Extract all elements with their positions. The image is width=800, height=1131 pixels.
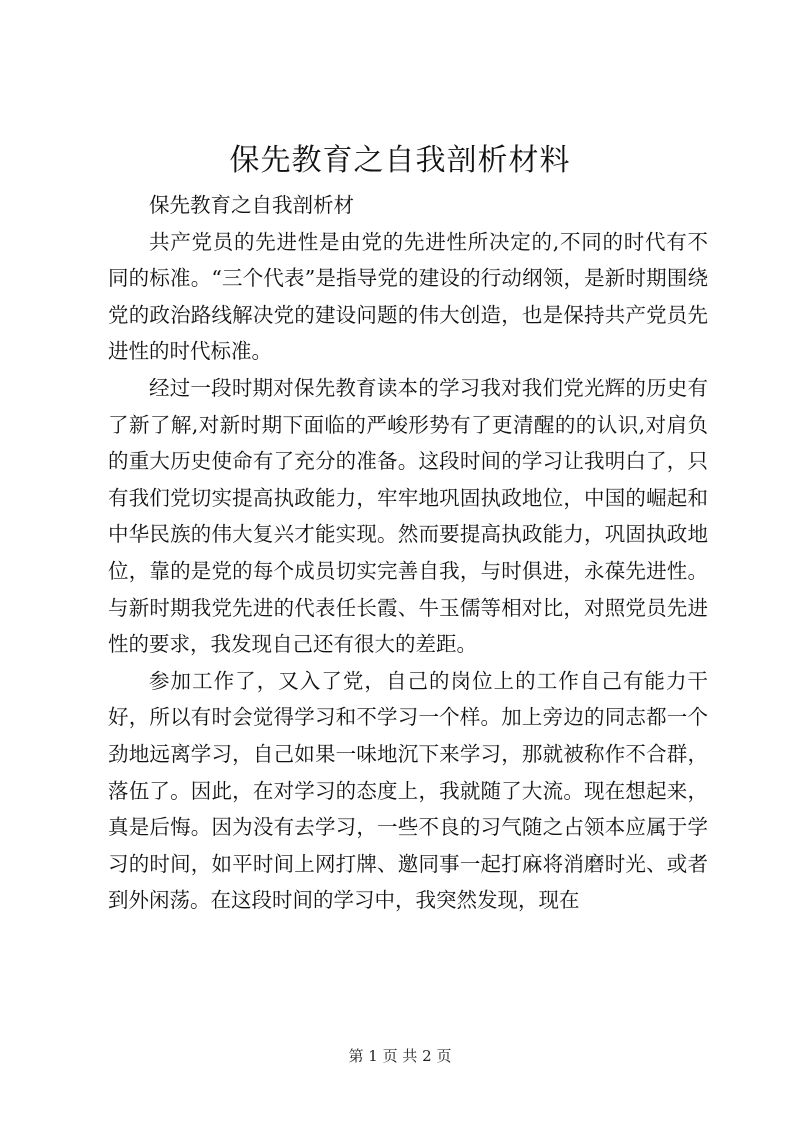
body-paragraph: 经过一段时期对保先教育读本的学习我对我们党光辉的历史有了新了解,对新时期下面临的严峻形势有了更清醒的的认识,对肩负的重大历史使命有了充分的准备。这段时间的学习让我明白了，只有我们党切实提高执政能力，牢牢地巩固执政地位，中国的崛起和中华民族的伟大复兴才能实现。然而要提高执政能力，巩固执政地位，靠的是党的每个成员切实完善自我，与时俱进，永葆先进性。与新时期我党先进的代表任长霞、牛玉儒等相对比，对照党员先进性的要求，我发现自己还有很大的差距。 bbox=[108, 375, 708, 657]
document-title: 保先教育之自我剖析材料 bbox=[229, 143, 571, 178]
body-paragraph: 参加工作了，又入了党，自己的岗位上的工作自己有能力干好，所以有时会觉得学习和不学习一个样。加上旁边的同志都一个劲地远离学习，自己如果一味地沉下来学习，那就被称作不合群，落伍了。因此，在对学习的态度上，我就随了大流。现在想起来，真是后悔。因为没有去学习，一些不良的习气随之占领本应属于学习的时间，如平时间上网打牌、邀同事一起打麻将消磨时光、或者到外闲荡。在这段时间的学习中，我突然发现，现在 bbox=[108, 668, 708, 913]
body-paragraph: 共产党员的先进性是由党的先进性所决定的,不同的时代有不同的标准。“三个代表”是指导党的建设的行动纲领，是新时期围绕党的政治路线解决党的建设问题的伟大创造，也是保持共产党员先进性的时代标准。 bbox=[108, 229, 708, 364]
document-body bbox=[108, 187, 708, 919]
subtitle-paragraph: 保先教育之自我剖析材 bbox=[149, 193, 354, 217]
page-footer: 第 1 页 共 2 页 bbox=[348, 1047, 452, 1065]
